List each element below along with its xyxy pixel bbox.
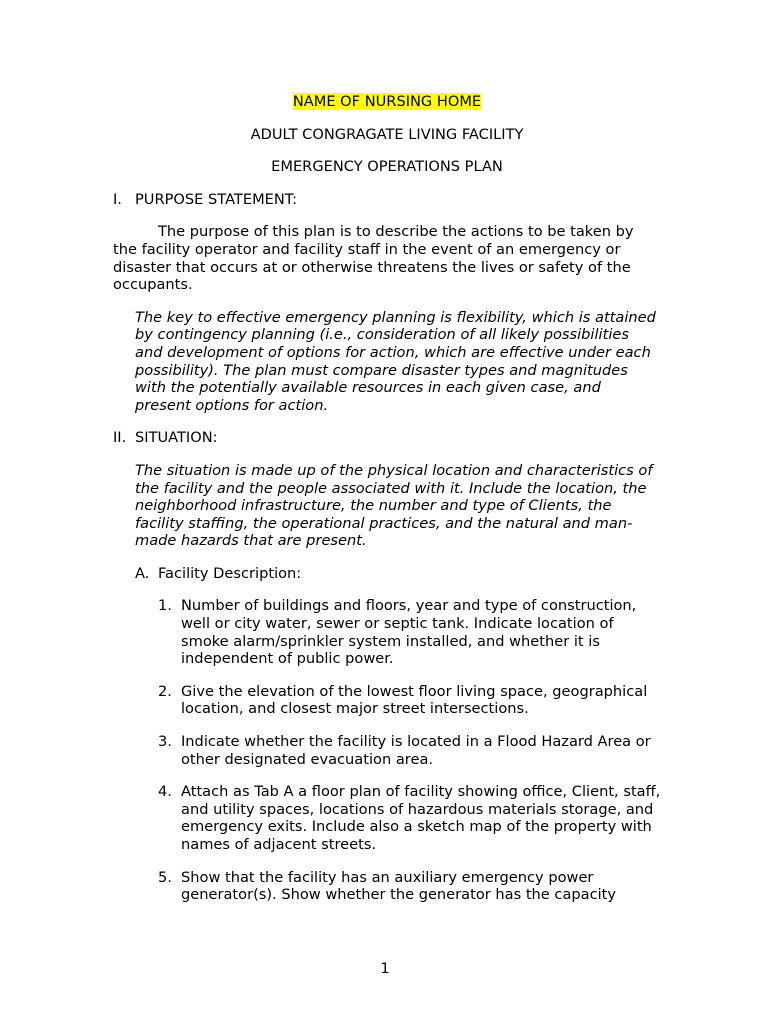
plan-title: EMERGENCY OPERATIONS PLAN: [271, 158, 503, 176]
facility-description-list: [158, 597, 661, 903]
list-item: [158, 597, 661, 667]
list-item-number: 3.: [158, 733, 172, 751]
section-title: SITUATION:: [135, 429, 218, 447]
list-item: [158, 783, 661, 853]
list-item: [158, 683, 661, 718]
purpose-italic-note: The key to effective emergency planning is flexibility, which is attained by contingency planning (i.e., consideration of all likely possibilities and development of options for action, which are effective under each possibility). The plan must compare disaster types and magnitudes with the potentially available resources in each given case, and present options for action.: [135, 308, 656, 414]
section-title: PURPOSE STATEMENT:: [135, 190, 298, 208]
section-heading-purpose: [113, 191, 661, 209]
situation-italic-note: The situation is made up of the physical location and characteristics of the facility and the people associated with it. Include the location, the neighborhood infrastructure, the number and type of Clients, the facility staffing, the operational practices, and the natural and man-made hazards that are present.: [135, 461, 653, 550]
section-heading-situation: [113, 429, 661, 447]
subsection-title: Facility Description:: [158, 564, 302, 582]
list-item: [158, 733, 661, 768]
list-item-text: Give the elevation of the lowest floor living space, geographical location, and closest major street intersections.: [181, 682, 648, 718]
purpose-paragraph: The purpose of this plan is to describe the actions to be taken by the facility operator and facility staff in the event of an emergency or disaster that occurs at or otherwise threatens the lives or safety of the occupants.: [113, 223, 634, 294]
subsection-heading-facility-description: [135, 565, 661, 583]
list-item-number: 2.: [158, 682, 172, 700]
facility-name-line: [113, 93, 661, 111]
page-number: 1: [380, 960, 390, 977]
list-item-text: Number of buildings and floors, year and type of construction, well or city water, sewer or septic tank. Indicate location of smoke alarm/sprinkler system installed, and whether it is independent of public power.: [181, 597, 637, 668]
section-number: II.: [113, 429, 127, 447]
list-item-number: 1.: [158, 597, 172, 615]
list-item-text: Indicate whether the facility is located in a Flood Hazard Area or other designated evacuation area.: [181, 733, 651, 768]
list-item-text: Show that the facility has an auxiliary emergency power generator(s). Show whether the generator has the capacity: [181, 868, 617, 904]
document-body: [113, 93, 661, 919]
facility-type: ADULT CONGRAGATE LIVING FACILITY: [250, 125, 524, 143]
list-item-text: Attach as Tab A a floor plan of facility showing office, Client, staff, and utility spaces, locations of hazardous materials storage, and emergency exits. Include also a sketch map of the property with names of adjacent streets.: [181, 783, 661, 853]
facility-name: NAME OF NURSING HOME: [292, 93, 482, 110]
section-number: I.: [113, 190, 122, 208]
list-item: [158, 869, 661, 904]
subsection-number: A.: [135, 564, 150, 582]
list-item-number: 4.: [158, 783, 172, 801]
list-item-number: 5.: [158, 868, 172, 886]
